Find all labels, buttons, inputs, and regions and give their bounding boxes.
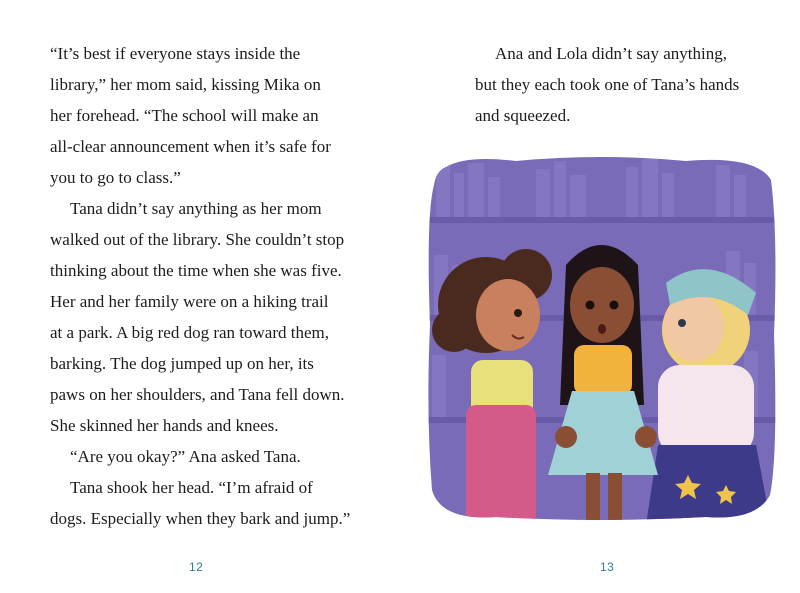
illustration-svg: [426, 155, 776, 521]
text-line: her forehead. “The school will make an: [50, 106, 319, 125]
text-line: paws on her shoulders, and Tana fell down.: [50, 385, 345, 404]
page-number-left: 12: [189, 560, 204, 574]
text-line: and squeezed.: [475, 106, 571, 125]
text-line: all-clear announcement when it’s safe for: [50, 137, 331, 156]
text-line: Tana shook her head. “I’m afraid of: [70, 478, 313, 497]
left-page-text: [50, 38, 350, 534]
text-line: barking. The dog jumped up on her, its: [50, 354, 314, 373]
text-line: Her and her family were on a hiking trail: [50, 292, 329, 311]
right-page-text: [475, 38, 739, 131]
text-line: library,” her mom said, kissing Mika on: [50, 75, 321, 94]
text-line: She skinned her hands and knees.: [50, 416, 279, 435]
text-line: but they each took one of Tana’s hands: [475, 75, 740, 94]
text-line: you to go to class.”: [50, 168, 181, 187]
text-line: walked out of the library. She couldn’t stop: [50, 230, 345, 249]
text-line: Tana didn’t say anything as her mom: [70, 199, 322, 218]
text-line: thinking about the time when she was five.: [50, 261, 342, 280]
text-line: “Are you okay?” Ana asked Tana.: [70, 447, 301, 466]
text-line: at a park. A big red dog ran toward them,: [50, 323, 330, 342]
page-number-right: 13: [600, 560, 615, 574]
right-page: [400, 0, 800, 593]
text-line: “It’s best if everyone stays inside the: [50, 44, 301, 63]
text-line: Ana and Lola didn’t say anything,: [495, 44, 727, 63]
illustration: [426, 155, 776, 521]
text-line: dogs. Especially when they bark and jump.”: [50, 509, 351, 528]
